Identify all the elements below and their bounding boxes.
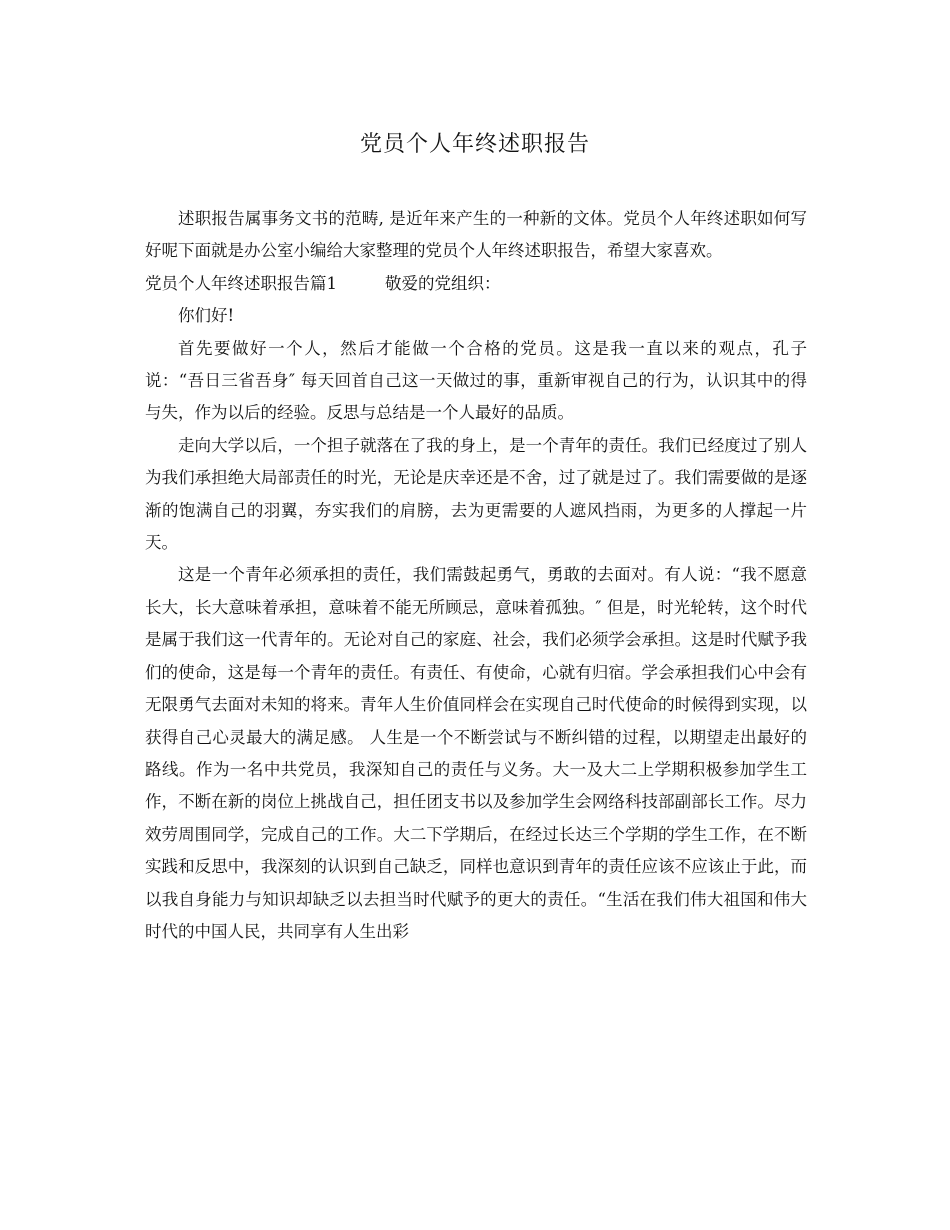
intro-paragraph: 述职报告属事务文书的范畴, 是近年来产生的一种新的文体。党员个人年终述职如何写好呢下面就是办公室小编给大家整理的党员个人年终述职报告，希望大家喜欢。 bbox=[145, 209, 807, 261]
section-heading-line bbox=[145, 268, 807, 300]
greeting: 你们好! bbox=[178, 306, 235, 326]
document-title: 党员个人年终述职报告 bbox=[359, 132, 590, 157]
body-paragraph-2: 走向大学以后，一个担子就落在了我的身上，是一个青年的责任。我们已经度过了别人为我们承担绝大局部责任的时光，无论是庆幸还是不舍，过了就是过了。我们需要做的是逐渐的饱满自己的羽翼，夯实我们的肩膀，去为更需要的人遮风挡雨，为更多的人撑起一片天。 bbox=[145, 435, 807, 553]
document-body bbox=[145, 203, 807, 948]
salutation: 敬爱的党组织： bbox=[385, 273, 501, 293]
section-heading: 党员个人年终述职报告篇1 bbox=[145, 273, 337, 293]
body-paragraph-3: 这是一个青年必须承担的责任，我们需鼓起勇气，勇敢的去面对。有人说：“我不愿意长大，长大意味着承担，意味着不能无所顾忌，意味着孤独。″ 但是，时光轮转，这个时代是属于我们这一代青年的。无论对自己的家庭、社会，我们必须学会承担。这是时代赋予我们的使命，这是每一个青年的责任。有责任、有使命，心就有归宿。学会承担我们心中会有无限勇气去面对未知的将来。青年人生价值同样会在实现自己时代使命的时候得到实现，以获得自己心灵最大的满足感。 人生是一个不断尝试与不断纠错的过程，以期望走出最好的路线。作为一名中共党员，我深知自己的责任与义务。大一及大二上学期积极参加学生工作，不断在新的岗位上挑战自己，担任团支书以及参加学生会网络科技部副部长工作。尽力效劳周围同学，完成自己的工作。大二下学期后，在经过长达三个学期的学生工作，在不断实践和反思中，我深刻的认识到自己缺乏，同样也意识到青年的责任应该不应该止于此，而以我自身能力与知识却缺乏以去担当时代赋予的更大的责任。“生活在我们伟大祖国和伟大时代的中国人民，共同享有人生出彩 bbox=[145, 565, 807, 941]
body-paragraph-1: 首先要做好一个人，然后才能做一个合格的党员。这是我一直以来的观点，孔子说：“吾日三省吾身″ 每天回首自己这一天做过的事，重新审视自己的行为，认识其中的得与失，作为以后的经验。反思与总结是一个人最好的品质。 bbox=[145, 338, 807, 423]
